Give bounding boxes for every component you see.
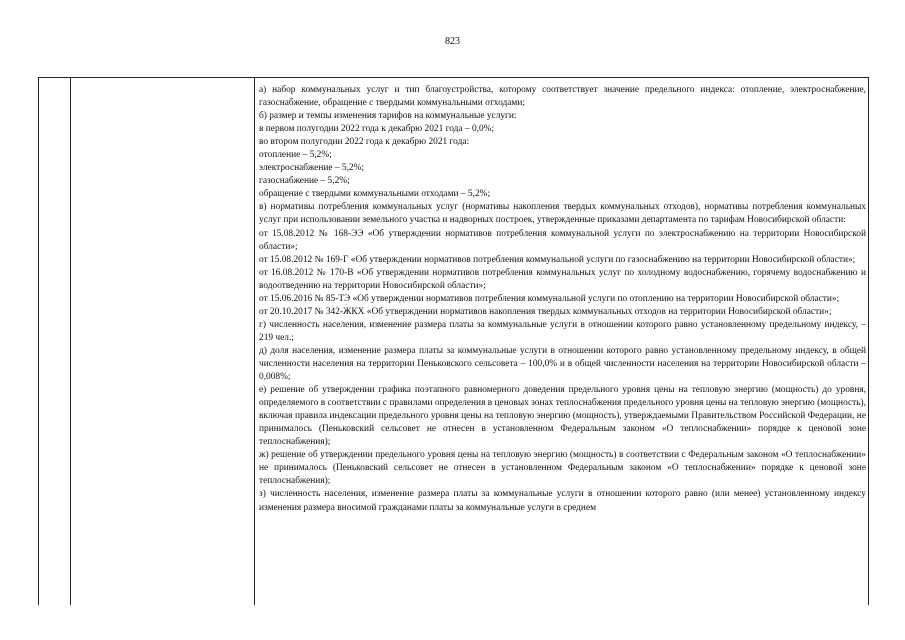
paragraph: г) численность населения, изменение размера платы за коммунальные услуги в отношении которого равно установленному предельному индексу, – 219 чел.; [259,319,866,343]
paragraph: от 15.08.2012 № 168-ЭЭ «Об утверждении нормативов потребления коммунальной услуги по электроснабжению на территории Новосибирской области»; [259,228,866,252]
paragraph: от 15.08.2012 № 169-Г «Об утверждении нормативов потребления коммунальной услуги по газоснабжению на территории Новосибирской области»; [259,254,856,265]
paragraph: з) численность населения, изменение размера платы за коммунальные услуги в отношении которого равно (или менее) установленному индексу изменения размера вносимой гражданами платы за коммунальные услуги в среднем [259,489,866,513]
paragraph: газоснабжение – 5,2%; [259,176,350,187]
paragraph: от 16.08.2012 № 170-В «Об утверждении нормативов потребления коммунальных услуг по холодному водоснабжению, горячему водоснабжению и водоотведению на территории Новосибирской области»; [259,267,866,291]
table-cell-text [259,84,866,515]
paragraph: ж) решение об утверждении предельного уровня цены на тепловую энергию (мощность) в соответствии с Федеральным законом «О теплоснабжении» не принималось (Пеньковский сельсовет не отнесен в установленном Федеральным законом «О теплоснабжении» порядке к ценовой зоне теплоснабжения); [259,450,866,487]
paragraph: б) размер и темпы изменения тарифов на коммунальные услуги: [259,111,517,122]
paragraph: е) решение об утверждении графика поэтапного равномерного доведения предельного уровня цены на тепловую энергию (мощность) до уровня, определяемого в соответствии с правилами определения в ценовых зонах теплоснабжения предельного уровня цены на тепловую энергию (мощность), включая правила индексации предельного уровня цены на тепловую энергию (мощность), утверждаемыми Правительством Российской Федерации, не принималось (Пеньковский сельсовет не отнесен в установленном Федеральным законом «О теплоснабжении» порядке к ценовой зоне теплоснабжения); [259,385,866,448]
paragraph: обращение с твердыми коммунальными отходами – 5,2%; [259,189,491,200]
paragraph: электроснабжение – 5,2%; [259,163,365,174]
paragraph: а) набор коммунальных услуг и тип благоустройства, которому соответствует значение предельного индекса: отопление, электроснабжение, газоснабжение, обращение с твердыми коммунальными отходами; [259,85,866,109]
paragraph: в первом полугодии 2022 года к декабрю 2021 года – 0,0%; [259,124,495,135]
paragraph: во втором полугодии 2022 года к декабрю 2021 года: [259,137,470,148]
paragraph: от 20.10.2017 № 342-ЖКХ «Об утверждении нормативов накопления твердых коммунальных отходов на территории Новосибирской области»; [259,306,832,317]
paragraph: д) доля населения, изменение размера платы за коммунальные услуги в отношении которого равно установленному предельному индексу, в общей численности населения на территории Пеньковского сельсовета – 100,0% и в общей численности населения на территории Новосибирской области – 0,008%; [259,345,866,383]
paragraph: в) нормативы потребления коммунальных услуг (нормативы накопления твердых коммунальных отходов), нормативы потребления коммунальных услуг при использовании земельного участка и надворных построек, утвержденные приказами департамента по тарифам Новосибирской области: [259,202,866,226]
column-divider [254,78,255,605]
table [38,77,869,605]
page-number: 823 [445,36,460,47]
column-divider [70,78,71,605]
paragraph: от 15.06.2016 № 85-ТЭ «Об утверждении нормативов потребления коммунальной услуги по отоплению на территории Новосибирской области»; [259,293,840,304]
paragraph: отопление – 5,2%; [259,150,332,161]
